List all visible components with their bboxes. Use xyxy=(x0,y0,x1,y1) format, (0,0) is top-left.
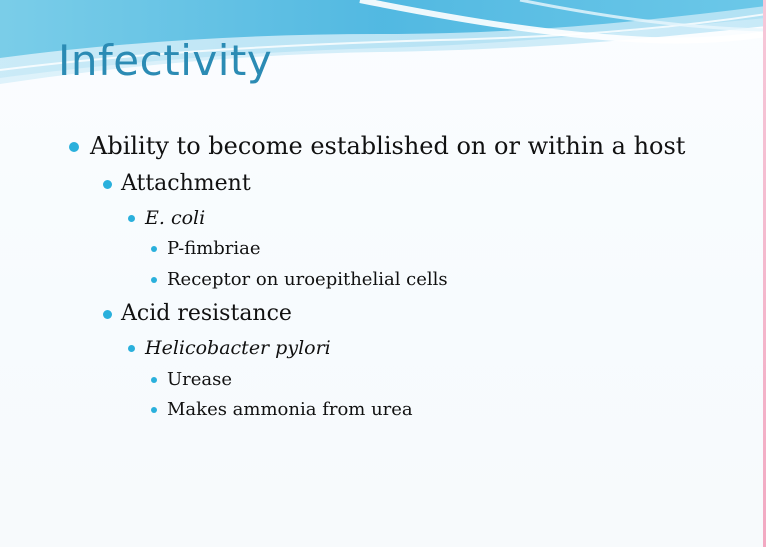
bullet-text: P-fimbriae xyxy=(167,238,261,259)
bullet-text: Receptor on uroepithelial cells xyxy=(167,269,448,290)
bullet-dot-icon xyxy=(151,407,157,413)
bullet-dot-icon xyxy=(128,215,135,222)
bullet-text: Ability to become established on or within a host xyxy=(90,132,686,160)
bullet-text: Urease xyxy=(167,369,233,390)
bullet-dot-icon xyxy=(151,246,157,252)
bullet-text: E. coli xyxy=(145,207,206,229)
bullet-text: Attachment xyxy=(121,171,251,196)
bullet-text: Helicobacter pylori xyxy=(145,337,331,359)
bullet-text: Acid resistance xyxy=(121,301,292,326)
bullet-dot-icon xyxy=(69,142,79,152)
slide-title: Infectivity xyxy=(58,36,273,85)
bullet-dot-icon xyxy=(103,310,112,319)
bullet-dot-icon xyxy=(103,180,112,189)
bullet-text: Makes ammonia from urea xyxy=(167,399,413,420)
bullet-dot-icon xyxy=(128,345,135,352)
bullet-dot-icon xyxy=(151,377,157,383)
bullet-dot-icon xyxy=(151,277,157,283)
